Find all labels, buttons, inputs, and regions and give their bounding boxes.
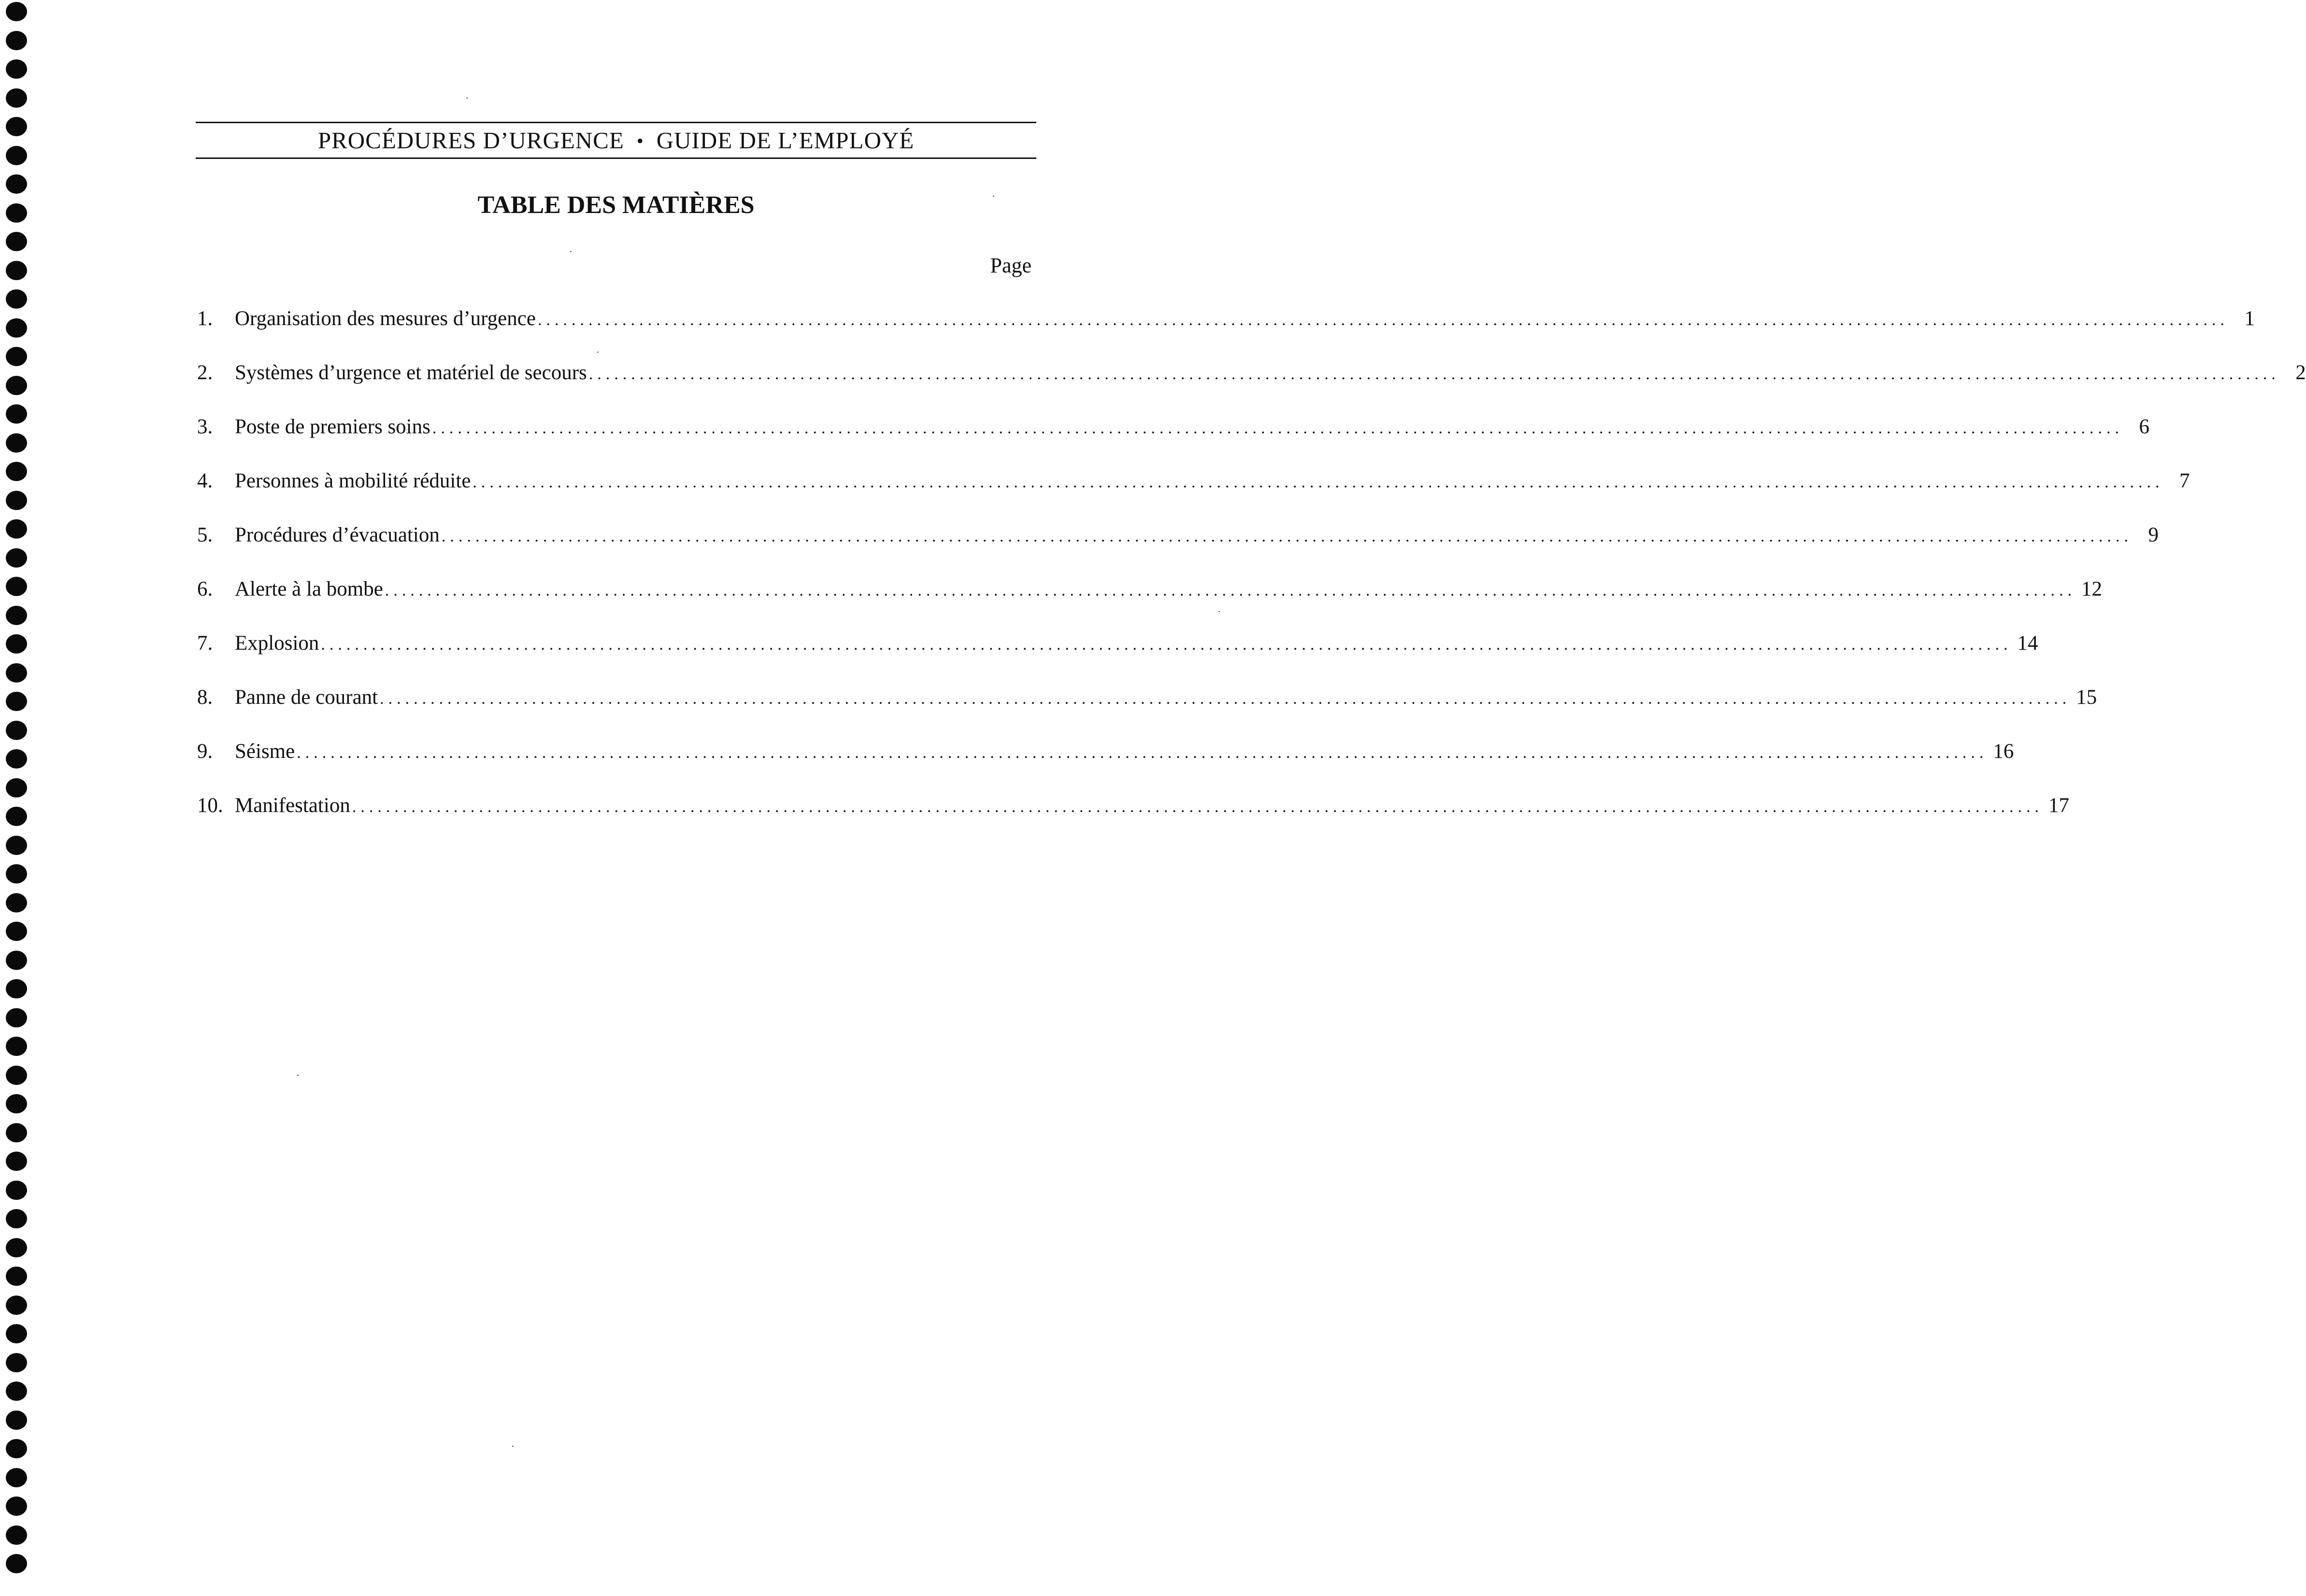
binding-hole-icon [6, 88, 27, 108]
toc-entry[interactable] [197, 468, 2190, 522]
scan-speck [1218, 611, 1220, 612]
toc-dot-leader: ........................................................................................................................................................................................................ [432, 419, 2123, 437]
binding-hole-icon [6, 462, 27, 481]
scan-speck [512, 1446, 514, 1447]
toc-entry-number: 1. [197, 307, 213, 330]
toc-entry-number: 7. [197, 632, 213, 655]
binding-hole-icon [6, 117, 27, 136]
toc-entry[interactable] [197, 684, 2097, 738]
binding-hole-icon [6, 1525, 27, 1545]
binding-hole-icon [6, 376, 27, 395]
toc-dot-leader: ........................................................................................................................................................................................................ [537, 311, 2229, 329]
binding-hole-icon [6, 1324, 27, 1343]
toc-dot-leader: ........................................................................................................................................................................................................ [588, 365, 2280, 383]
binding-hole-icon [6, 289, 27, 309]
binding-hole-icon [6, 1468, 27, 1487]
toc-entry-number: 8. [197, 686, 213, 709]
binding-hole-icon [6, 807, 27, 826]
binding-hole-icon [6, 2, 27, 21]
binding-hole-icon [6, 1037, 27, 1056]
toc-entry-number: 6. [197, 578, 213, 600]
toc-entry-label: Explosion [235, 632, 319, 655]
toc-entry-label: Manifestation [235, 794, 350, 817]
binding-hole-icon [6, 1496, 27, 1516]
toc-entry-label: Séisme [235, 740, 295, 763]
toc-entry-page: 2 [2295, 361, 2306, 384]
toc-entry-page: 14 [2017, 632, 2038, 655]
toc-dot-leader: ........................................................................................................................................................................................................ [380, 690, 2071, 708]
toc-entry-number: 2. [197, 361, 213, 384]
binding-hole-icon [6, 1123, 27, 1142]
toc-dot-leader: ........................................................................................................................................................................................................ [297, 744, 1988, 762]
toc-entry-label: Panne de courant [235, 686, 378, 709]
spiral-binding [2, 0, 31, 1596]
toc-title: TABLE DES MATIÈRES [477, 191, 755, 219]
binding-hole-icon [6, 1353, 27, 1372]
binding-hole-icon [6, 146, 27, 165]
binding-hole-icon [6, 318, 27, 338]
binding-hole-icon [6, 577, 27, 596]
toc-entry[interactable] [197, 630, 2038, 684]
binding-hole-icon [6, 778, 27, 798]
toc-entry[interactable] [197, 576, 2102, 630]
header-bullet-icon: • [636, 130, 644, 152]
binding-hole-icon [6, 31, 27, 50]
toc-dot-leader: ........................................................................................................................................................................................................ [321, 636, 2012, 654]
toc-dot-leader: ........................................................................................................................................................................................................ [385, 582, 2076, 599]
toc-entry-label: Procédures d’évacuation [235, 524, 440, 546]
scan-speck [297, 1075, 299, 1076]
toc-entry[interactable] [197, 305, 2255, 359]
header-rule-top [196, 122, 1036, 123]
binding-hole-icon [6, 606, 27, 625]
binding-hole-icon [6, 749, 27, 769]
binding-hole-icon [6, 893, 27, 912]
toc-entry-page: 16 [1993, 740, 2014, 763]
binding-hole-icon [6, 1382, 27, 1401]
binding-hole-icon [6, 1296, 27, 1315]
binding-hole-icon [6, 864, 27, 884]
scan-speck [993, 196, 994, 197]
binding-hole-icon [6, 232, 27, 251]
toc-entry[interactable] [197, 413, 2149, 468]
toc-entry-page: 1 [2244, 307, 2255, 330]
binding-hole-icon [6, 59, 27, 79]
binding-hole-icon [6, 692, 27, 711]
binding-hole-icon [6, 261, 27, 280]
toc-entry-label: Alerte à la bombe [235, 578, 383, 600]
binding-hole-icon [6, 836, 27, 855]
toc-entry-page: 12 [2081, 578, 2102, 600]
binding-hole-icon [6, 1152, 27, 1171]
binding-hole-icon [6, 634, 27, 654]
binding-hole-icon [6, 663, 27, 683]
binding-hole-icon [6, 174, 27, 194]
binding-hole-icon [6, 721, 27, 740]
page-column-label: Page [990, 254, 1031, 277]
scan-speck [466, 98, 468, 99]
binding-hole-icon [6, 433, 27, 453]
binding-hole-icon [6, 1267, 27, 1286]
binding-hole-icon [6, 491, 27, 510]
toc-entry-number: 9. [197, 740, 213, 763]
binding-hole-icon [6, 922, 27, 941]
binding-hole-icon [6, 1411, 27, 1430]
binding-hole-icon [6, 1181, 27, 1200]
toc-entry-page: 9 [2148, 524, 2159, 546]
toc-entry-number: 3. [197, 415, 213, 438]
binding-hole-icon [6, 1439, 27, 1458]
toc-entry[interactable] [197, 792, 2069, 846]
binding-hole-icon [6, 1094, 27, 1113]
scan-speck [597, 352, 599, 353]
binding-hole-icon [6, 347, 27, 366]
toc-entry-label: Personnes à mobilité réduite [235, 470, 471, 492]
toc-entry-label: Systèmes d’urgence et matériel de secours [235, 361, 587, 384]
toc-entry-number: 5. [197, 524, 213, 546]
binding-hole-icon [6, 404, 27, 424]
scan-speck [570, 251, 572, 252]
document-header [196, 120, 1036, 160]
binding-hole-icon [6, 548, 27, 568]
binding-hole-icon [6, 1008, 27, 1027]
binding-hole-icon [6, 979, 27, 998]
binding-hole-icon [6, 519, 27, 539]
toc-entry-page: 7 [2179, 470, 2190, 492]
header-rule-bottom [196, 157, 1036, 159]
toc-entry-page: 17 [2048, 794, 2069, 817]
binding-hole-icon [6, 951, 27, 970]
toc-entry-number: 4. [197, 470, 213, 492]
header-left-title: PROCÉDURES D’URGENCE [317, 127, 624, 154]
toc-entry-page: 15 [2076, 686, 2097, 709]
header-right-title: GUIDE DE L’EMPLOYÉ [656, 127, 915, 154]
binding-hole-icon [6, 1209, 27, 1228]
header-text [196, 126, 1036, 156]
binding-hole-icon [6, 1554, 27, 1573]
toc-dot-leader: ........................................................................................................................................................................................................ [352, 798, 2043, 816]
toc-entry-label: Poste de premiers soins [235, 415, 430, 438]
toc-entry[interactable] [197, 738, 2014, 792]
toc-entry-label: Organisation des mesures d’urgence [235, 307, 536, 330]
toc-entry[interactable] [197, 359, 2306, 413]
toc-dot-leader: ........................................................................................................................................................................................................ [441, 527, 2133, 545]
toc-entry-number: 10. [197, 794, 223, 817]
binding-hole-icon [6, 1066, 27, 1085]
binding-hole-icon [6, 203, 27, 223]
binding-hole-icon [6, 1238, 27, 1257]
toc-list [197, 305, 2306, 846]
toc-entry-page: 6 [2139, 415, 2149, 438]
toc-entry[interactable] [197, 522, 2159, 576]
toc-dot-leader: ........................................................................................................................................................................................................ [473, 473, 2164, 491]
